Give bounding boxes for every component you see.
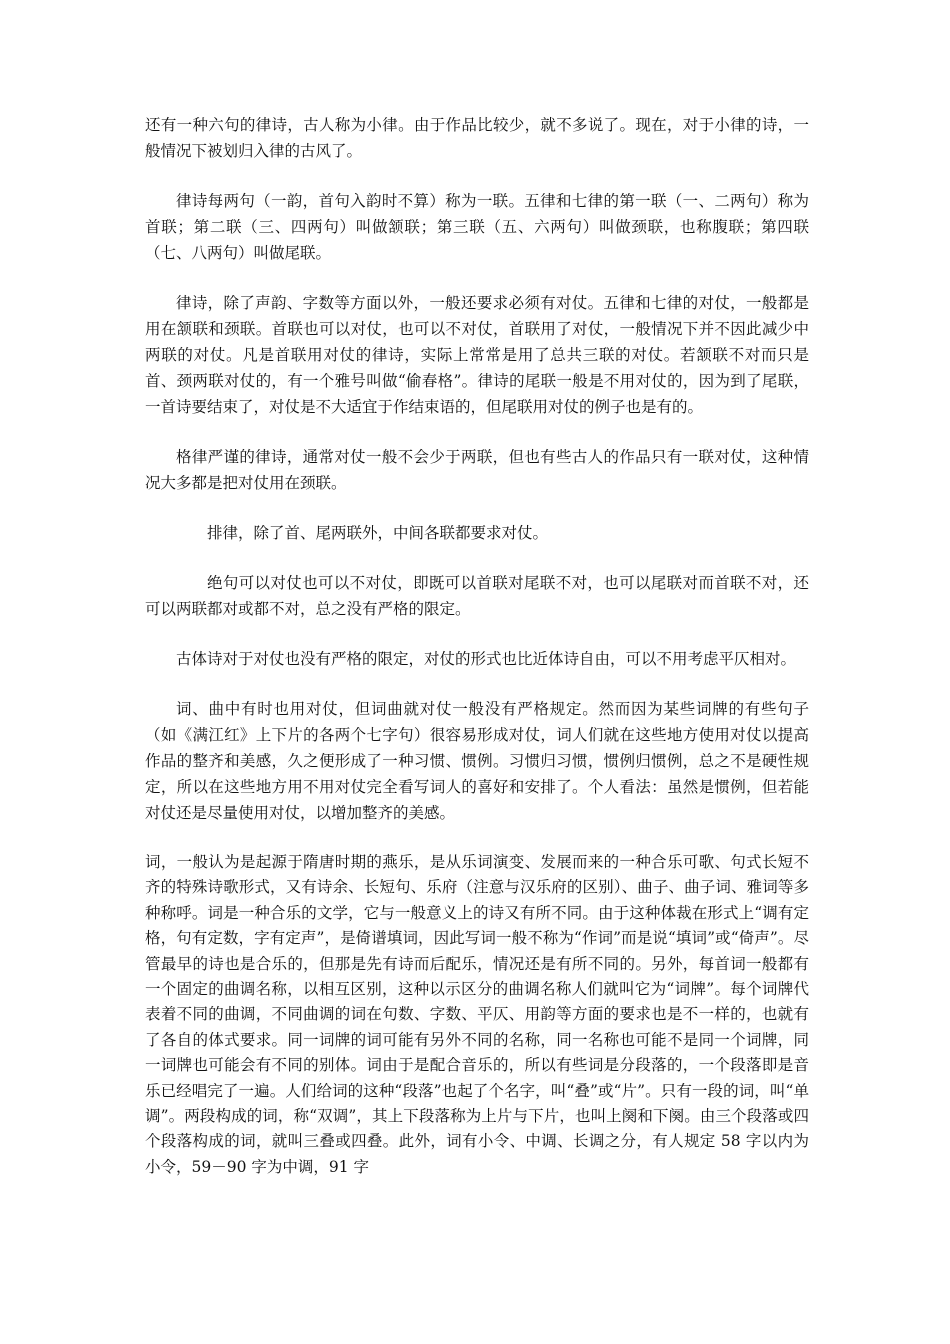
paragraph-pailu: 排律，除了首、尾两联外，中间各联都要求对仗。 (207, 524, 549, 542)
paragraph-ci-qu-parallelism: 词、曲中有时也用对仗，但词曲就对仗一般没有严格规定。然而因为某些词牌的有些句子（如《满江红》上下片的各两个七字句）很容易形成对仗，词人们就在这些地方使用对仗以提高作品的整齐和美感，久之便形成了一种习惯、惯例。习惯归习惯，惯例归惯例，总之不是硬性规定，所以在这些地方用不用对仗完全看写词人的喜好和安排了。个人看法：虽然是惯例，但若能对仗还是尽量使用对仗，以增加整齐的美感。 (145, 700, 809, 822)
paragraph-couplet-names: 律诗每两句（一韵，首句入韵时不算）称为一联。五律和七律的第一联（一、二两句）称为首联；第二联（三、四两句）叫做颔联；第三联（五、六两句）叫做颈联，也称腹联；第四联（七、八两句）叫做尾联。 (145, 192, 809, 262)
paragraph-parallelism-rules: 律诗，除了声韵、字数等方面以外，一般还要求必须有对仗。五律和七律的对仗，一般都是用在颔联和颈联。首联也可以对仗，也可以不对仗，首联用了对仗，一般情况下并不因此减少中两联的对仗。凡是首联用对仗的律诗，实际上常常是用了总共三联的对仗。若颔联不对而只是首、颈两联对仗的，有一个雅号叫做“偷春格”。律诗的尾联一般是不用对仗的，因为到了尾联，一首诗要结束了，对仗是不大适宜于作结束语的，但尾联用对仗的例子也是有的。 (145, 294, 809, 416)
paragraph-small-regulated-verse: 还有一种六句的律诗，古人称为小律。由于作品比较少，就不多说了。现在，对于小律的诗，一般情况下被划归入律的古风了。 (145, 116, 809, 160)
document-page (145, 112, 809, 1180)
paragraph-ancient-style: 古体诗对于对仗也没有严格的限定，对仗的形式也比近体诗自由，可以不用考虑平仄相对。 (176, 650, 797, 668)
paragraph-strict-regulated-verse: 格律严谨的律诗，通常对仗一般不会少于两联，但也有些古人的作品只有一联对仗，这种情况大多都是把对仗用在颈联。 (145, 448, 809, 492)
paragraph-ci-origin: 词，一般认为是起源于隋唐时期的燕乐，是从乐词演变、发展而来的一种合乐可歌、句式长短不齐的特殊诗歌形式，又有诗余、长短句、乐府（注意与汉乐府的区别）、曲子、曲子词、雅词等多种称呼。词是一种合乐的文学，它与一般意义上的诗又有所不同。由于这种体裁在形式上“调有定格，句有定数，字有定声”，是倚谱填词，因此写词一般不称为“作词”而是说“填词”或“倚声”。尽管最早的诗也是合乐的，但那是先有诗而后配乐，情况还是有所不同的。另外，每首词一般都有一个固定的曲调名称，以相互区别，这种以示区分的曲调名称人们就叫它为“词牌”。每个词牌代表着不同的曲调，不同曲调的词在句数、字数、平仄、用韵等方面的要求也是不一样的，也就有了各自的体式要求。同一词牌的词可能有另外不同的名称，同一名称也可能不是同一个词牌，同一词牌也可能会有不同的别体。词由于是配合音乐的，所以有些词是分段落的，一个段落即是音乐已经唱完了一遍。人们给词的这种“段落”也起了个名字，叫“叠”或“片”。只有一段的词，叫“单调”。两段构成的词，称“双调”，其上下段落称为上片与下片，也叫上阕和下阕。由三个段落或四个段落构成的词，就叫三叠或四叠。此外，词有小令、中调、长调之分，有人规定 58 字以内为小令，59－90 字为中调，91 字 (145, 853, 809, 1176)
paragraph-jueju: 绝句可以对仗也可以不对仗，即既可以首联对尾联不对，也可以尾联对而首联不对，还可以两联都对或都不对，总之没有严格的限定。 (145, 574, 809, 618)
